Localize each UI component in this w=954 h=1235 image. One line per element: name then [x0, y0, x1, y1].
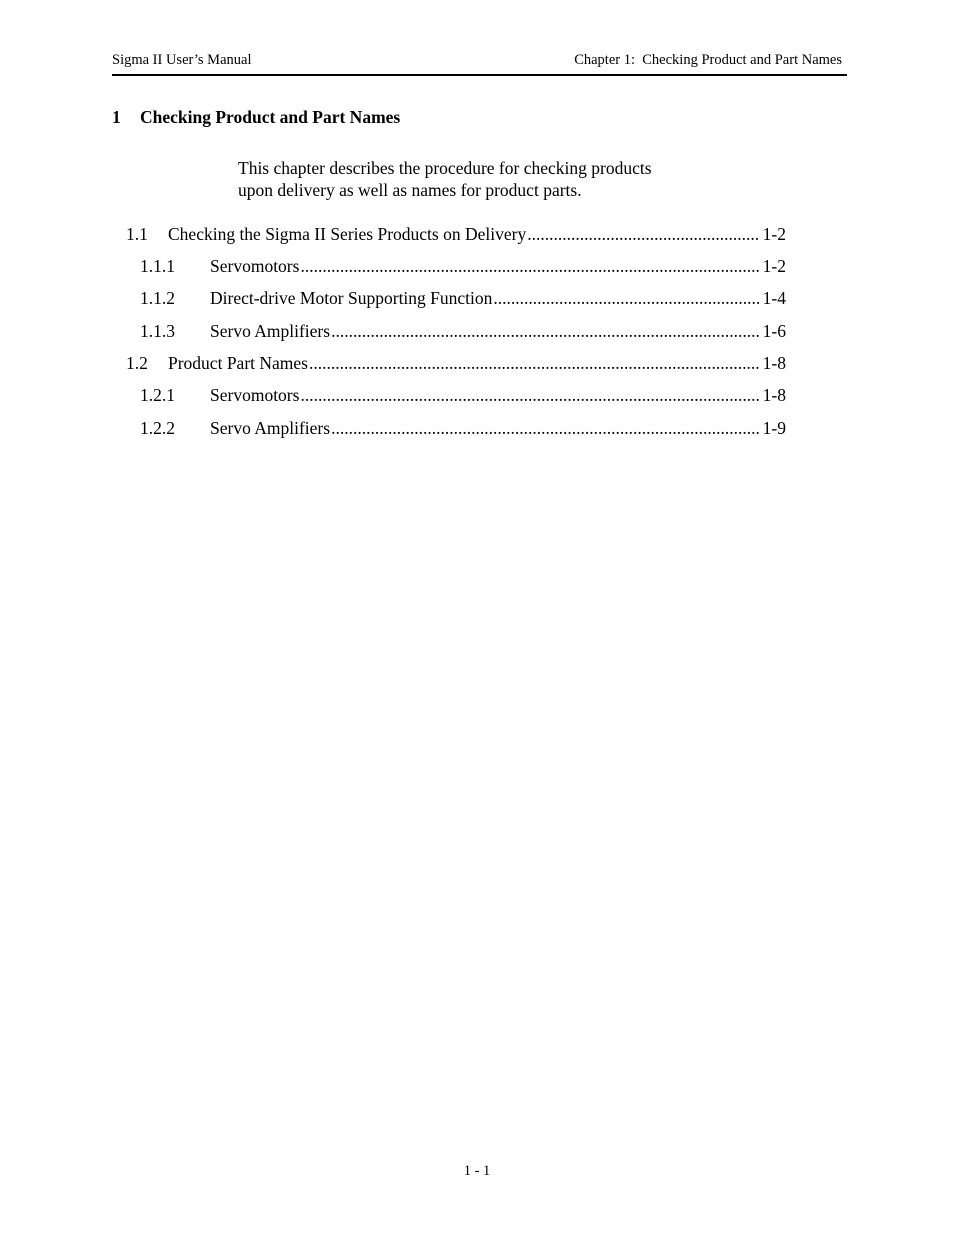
toc-leader-dots [493, 286, 759, 310]
intro-line: This chapter describes the procedure for checking products [238, 158, 652, 178]
toc-page: 1-6 [762, 321, 786, 341]
toc-number: 1.2.1 [140, 385, 175, 405]
chapter-heading [112, 107, 400, 128]
toc-leader-dots [300, 254, 759, 278]
toc-number: 1.1.2 [140, 288, 175, 308]
toc-entry-1-1-3[interactable] [140, 319, 786, 343]
toc-entry-1-1-1[interactable] [140, 254, 786, 278]
toc-title: Servomotors [210, 256, 300, 276]
toc-leader-dots [331, 416, 760, 440]
toc-page: 1-9 [762, 418, 786, 438]
toc-leader-dots [309, 351, 760, 375]
toc-number: 1.1.3 [140, 321, 175, 341]
toc-leader-dots [300, 383, 759, 407]
toc-number: 1.2.2 [140, 418, 175, 438]
intro-line: upon delivery as well as names for product parts. [238, 180, 582, 200]
toc-title: Product Part Names [168, 353, 308, 373]
toc-number: 1.1 [126, 224, 148, 244]
toc-number: 1.2 [126, 353, 148, 373]
chapter-number: 1 [112, 107, 121, 127]
toc-title: Servo Amplifiers [210, 418, 331, 438]
toc-page: 1-4 [762, 288, 786, 308]
toc-title: Servomotors [210, 385, 300, 405]
toc-page: 1-2 [762, 256, 786, 276]
toc-entry-1-1[interactable] [126, 222, 786, 246]
toc-page: 1-8 [762, 353, 786, 373]
toc-title: Direct-drive Motor Supporting Function [210, 288, 493, 308]
toc-entry-1-2-2[interactable] [140, 416, 786, 440]
chapter-title: Checking Product and Part Names [140, 107, 401, 127]
toc-entry-1-1-2[interactable] [140, 286, 786, 310]
toc-title: Servo Amplifiers [210, 321, 331, 341]
page-header [112, 52, 847, 76]
manual-title: Sigma II User’s Manual [112, 52, 252, 68]
chapter-intro [238, 157, 652, 201]
toc-leader-dots [527, 222, 759, 246]
page-number: 1 - 1 [463, 1163, 491, 1179]
toc-leader-dots [331, 319, 760, 343]
toc-number: 1.1.1 [140, 256, 175, 276]
toc-title: Checking the Sigma II Series Products on Delivery [168, 224, 527, 244]
toc-entry-1-2-1[interactable] [140, 383, 786, 407]
toc-page: 1-8 [762, 385, 786, 405]
toc-page: 1-2 [762, 224, 786, 244]
chapter-running-title: Chapter 1: Checking Product and Part Names [574, 52, 842, 68]
toc-entry-1-2[interactable] [126, 351, 786, 375]
